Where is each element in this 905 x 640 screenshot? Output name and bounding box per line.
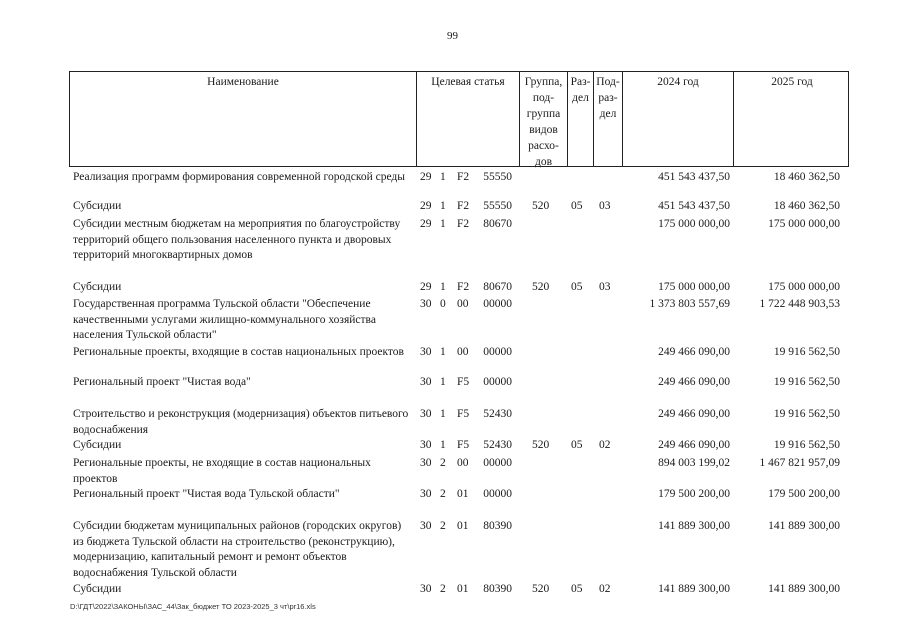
cell-p1: 30 [420,457,432,469]
cell-v2024: 175 000 000,00 [658,281,730,293]
cell-v2024: 141 889 300,00 [658,583,730,595]
row-name: Субсидии [73,583,122,595]
cell-p1: 30 [420,298,432,310]
cell-p2: 1 [440,171,446,183]
page-number: 99 [447,30,458,42]
cell-p3: 00 [457,457,469,469]
cell-v2025: 141 889 300,00 [768,520,840,532]
cell-v2024: 249 466 090,00 [658,346,730,358]
row-name: Региональные проекты, не входящие в состав национальных проектов [73,457,371,485]
cell-p2: 1 [440,408,446,420]
cell-p4: 55550 [483,200,512,212]
row-name: Региональные проекты, входящие в состав национальных проектов [73,346,404,358]
cell-p1: 30 [420,520,432,532]
cell-p3: F2 [457,171,470,183]
cell-p2: 1 [440,200,446,212]
cell-v2025: 175 000 000,00 [768,281,840,293]
cell-p1: 30 [420,583,432,595]
cell-v2024: 179 500 200,00 [658,488,730,500]
row-name: Субсидии [73,439,122,451]
row-name: Региональный проект "Чистая вода" [73,376,251,388]
cell-p4: 00000 [483,376,512,388]
header-line: Под- [596,76,620,88]
cell-vr: 520 [532,200,550,212]
row-name: Субсидии бюджетам муниципальных районов (городских округов) из бюджета Тульской области на строительство (реконструкцию), модернизацию, капитальный ремонт и ремонт объектов водоснабжения Тульской области [73,520,402,579]
header-subsection [593,72,622,166]
cell-p4: 00000 [483,488,512,500]
cell-v2025: 18 460 362,50 [773,171,840,183]
cell-p2: 1 [440,439,446,451]
header-line: дел [599,108,617,120]
cell-p1: 30 [420,439,432,451]
cell-rz: 05 [571,281,583,293]
cell-vr: 520 [532,439,550,451]
header-group [519,72,567,166]
cell-rz: 05 [571,583,583,595]
header-2024: 2024 год [622,72,733,166]
cell-v2025: 19 916 562,50 [773,346,840,358]
header-line: раз- [598,92,618,104]
cell-v2024: 451 543 437,50 [658,171,730,183]
cell-vr: 520 [532,281,550,293]
cell-p1: 30 [420,346,432,358]
cell-v2025: 141 889 300,00 [768,583,840,595]
header-line: дел [572,92,589,104]
cell-rz: 05 [571,439,583,451]
cell-p3: 01 [457,583,469,595]
table-header [69,71,849,167]
cell-v2024: 249 466 090,00 [658,439,730,451]
cell-p3: 00 [457,346,469,358]
cell-p2: 1 [440,376,446,388]
row-name: Региональный проект "Чистая вода Тульской области" [73,488,340,500]
cell-rz: 05 [571,200,583,212]
row-name: Реализация программ формирования современной городской среды [73,171,406,183]
cell-p3: 01 [457,520,469,532]
cell-p3: F2 [457,281,470,293]
cell-p2: 2 [440,583,446,595]
header-target: Целевая статья [416,72,519,166]
cell-p1: 29 [420,218,432,230]
header-line: под- [532,92,555,104]
cell-p3: F2 [457,218,470,230]
cell-p1: 30 [420,488,432,500]
cell-v2025: 175 000 000,00 [768,218,840,230]
cell-v2024: 249 466 090,00 [658,376,730,388]
cell-p3: F5 [457,439,470,451]
header-line: Группа, [524,76,563,88]
cell-v2025: 19 916 562,50 [773,439,840,451]
row-name: Субсидии [73,200,122,212]
cell-p2: 1 [440,218,446,230]
cell-p2: 1 [440,281,446,293]
header-line: Раз- [570,76,591,88]
cell-p1: 30 [420,408,432,420]
cell-p3: F2 [457,200,470,212]
cell-p1: 29 [420,171,432,183]
cell-p4: 80670 [483,218,512,230]
cell-p4: 00000 [483,298,512,310]
cell-v2025: 18 460 362,50 [773,200,840,212]
cell-v2024: 249 466 090,00 [658,408,730,420]
cell-pr: 02 [599,439,611,451]
header-2025: 2025 год [733,72,850,166]
header-line: дов [534,156,553,168]
cell-p3: F5 [457,408,470,420]
row-name: Строительство и реконструкция (модернизация) объектов питьевого водоснабжения [73,408,409,436]
cell-v2024: 175 000 000,00 [658,218,730,230]
cell-p4: 00000 [483,346,512,358]
cell-p4: 00000 [483,457,512,469]
cell-p2: 2 [440,488,446,500]
cell-p2: 2 [440,520,446,532]
cell-p4: 80390 [483,583,512,595]
cell-v2025: 19 916 562,50 [773,408,840,420]
cell-v2024: 451 543 437,50 [658,200,730,212]
header-line: расхо- [528,140,559,152]
cell-v2025: 1 722 448 903,53 [759,298,840,310]
cell-p3: 00 [457,298,469,310]
row-name: Субсидии местным бюджетам на мероприятия по благоустройству территорий общего пользования населенного пункта и дворовых территорий многоквартирных домов [73,218,401,261]
cell-p4: 55550 [483,171,512,183]
cell-p4: 52430 [483,439,512,451]
row-name: Государственная программа Тульской области "Обеспечение качественными услугами жилищно-коммунального хозяйства населения Тульской области" [73,298,376,341]
cell-p1: 30 [420,376,432,388]
row-name: Субсидии [73,281,122,293]
file-path-footer: D:\ГДТ\2022\ЗАКОНЫ\ЗАС_44\Зак_бюджет ТО 2023-2025_3 чт\pr16.xls [70,602,316,611]
cell-v2025: 179 500 200,00 [768,488,840,500]
cell-p4: 80670 [483,281,512,293]
cell-p3: 01 [457,488,469,500]
cell-p2: 2 [440,457,446,469]
cell-v2025: 19 916 562,50 [773,376,840,388]
header-name: Наименование [207,76,279,88]
cell-vr: 520 [532,583,550,595]
cell-v2024: 894 003 199,02 [658,457,730,469]
cell-p2: 0 [440,298,446,310]
header-line: группа [526,108,561,120]
cell-pr: 02 [599,583,611,595]
cell-p4: 80390 [483,520,512,532]
header-line: видов [529,124,558,136]
cell-p3: F5 [457,376,470,388]
cell-p1: 29 [420,200,432,212]
cell-v2024: 141 889 300,00 [658,520,730,532]
cell-pr: 03 [599,200,611,212]
cell-v2024: 1 373 803 557,69 [649,298,730,310]
cell-p1: 29 [420,281,432,293]
cell-v2025: 1 467 821 957,09 [759,457,840,469]
cell-p4: 52430 [483,408,512,420]
cell-p2: 1 [440,346,446,358]
cell-pr: 03 [599,281,611,293]
header-section [567,72,593,166]
